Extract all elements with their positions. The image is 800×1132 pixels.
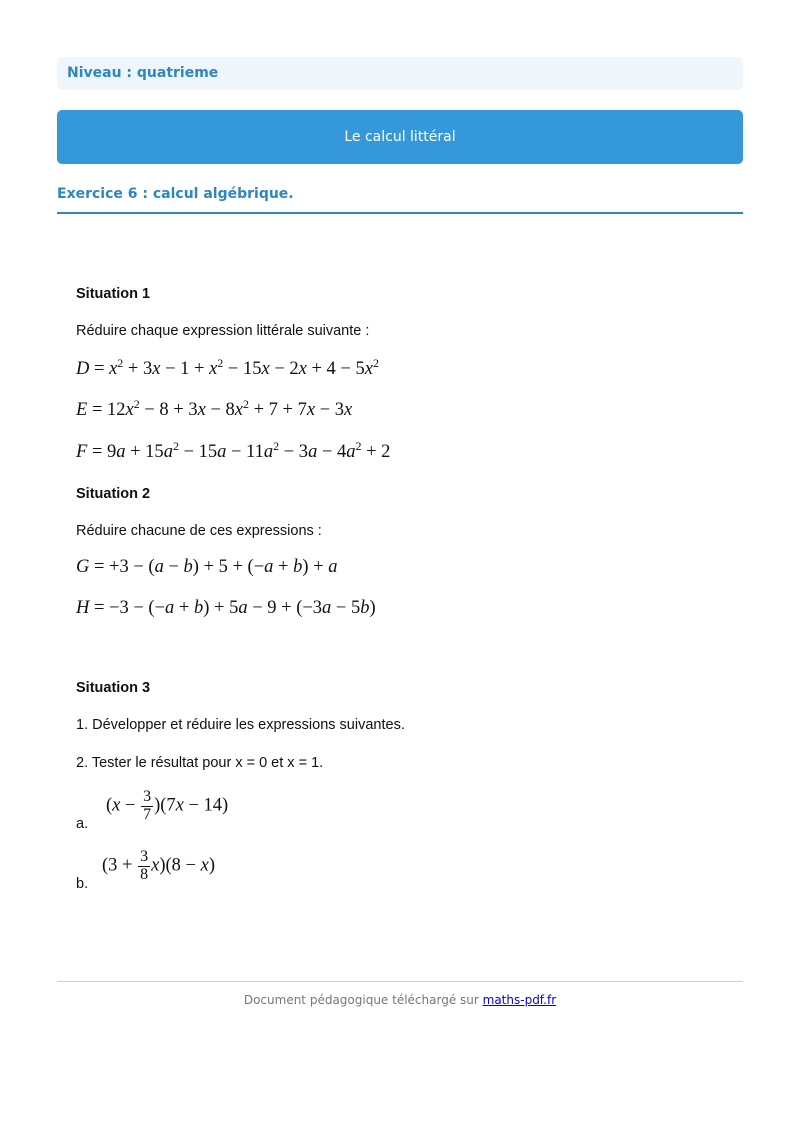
footer-divider (57, 981, 743, 982)
level-label: Niveau : quatrieme (57, 57, 743, 90)
situation-2-instruction: Réduire chacune de ces expressions : (76, 523, 322, 539)
footer-link[interactable]: maths-pdf.fr (482, 993, 557, 1007)
expression-h: H = −3 − (−a + b) + 5a − 9 + (−3a − 5b) (76, 598, 376, 618)
expression-a: (x − $\frac{3}{7}$ )(7x − 14) (106, 788, 229, 823)
item-a-label: a. (76, 816, 89, 832)
situation-3-step-1: 1. Développer et réduire les expressions suivantes. (76, 717, 405, 733)
expression-e: $E = 12x^2 - 8 + 3x - 8x^2 + 7 + 7x - 3x$ (76, 397, 353, 420)
situation-1-instruction: Réduire chaque expression littérale suivante : (76, 323, 370, 339)
item-b-label: b. (76, 876, 89, 892)
situation-3-step-2: 2. Tester le résultat pour x = 0 et x = 1. (76, 755, 324, 771)
situation-2-title: Situation 2 (76, 486, 151, 502)
footer (57, 993, 743, 1007)
expression-f: $F = 9a + 15a^2 - 15a - 11a^2 - 3a - 4a^2 + 2$ (76, 439, 391, 462)
situation-3-title: Situation 3 (76, 680, 151, 696)
chapter-banner: Le calcul littéral (57, 110, 743, 164)
fraction-3-7: $\frac{3}{7}$ (143, 788, 152, 823)
situation-1-title: Situation 1 (76, 286, 151, 302)
expression-g: G = +3 − (a − b) + 5 + (−a + b) + a (76, 557, 338, 577)
expression-d: $D = x^2 + 3x - 1 + x^2 - 15x - 2x + 4 - 5x^2$ (76, 356, 379, 379)
footer-text: Document pédagogique téléchargé sur (243, 993, 483, 1007)
fraction-3-8: $\frac{3}{8}$ (140, 848, 149, 883)
exercise-title: Exercice 6 : calcul algébrique. (57, 186, 743, 214)
expression-b: (3 + $\frac{3}{8}$ x)(8 − x) (102, 848, 215, 883)
